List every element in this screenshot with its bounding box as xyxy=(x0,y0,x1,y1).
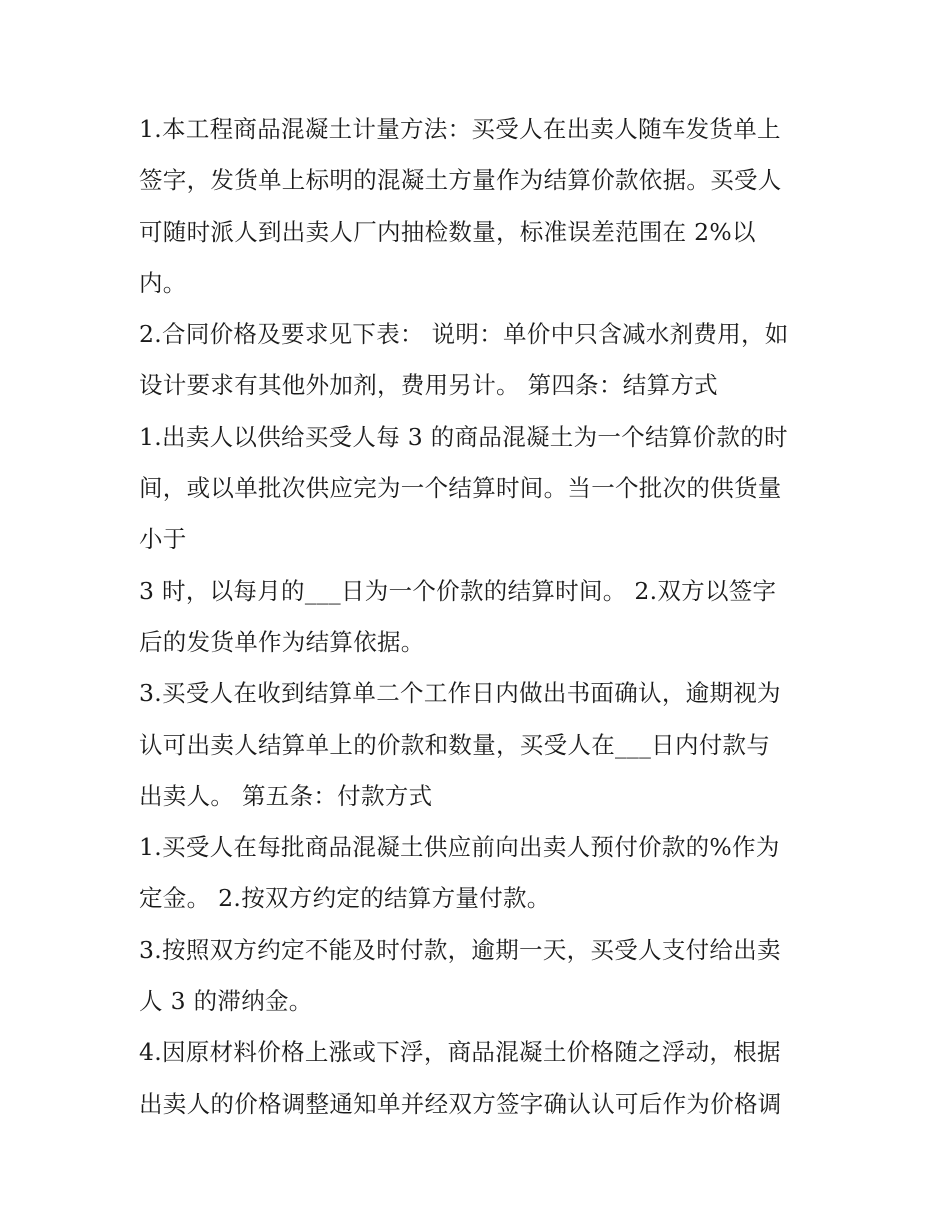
text-line: 定金。 2.按双方约定的结算方量付款。 xyxy=(139,884,551,913)
text-line: 1.出卖人以供给买受人每 3 的商品混凝土为一个结算价款的时 xyxy=(139,422,788,451)
text-line: 出卖人。 第五条：付款方式 xyxy=(139,781,433,810)
text-line: 3.买受人在收到结算单二个工作日内做出书面确认，逾期视为 xyxy=(139,679,781,708)
text-line: 出卖人的价格调整通知单并经双方签字确认认可后作为价格调 xyxy=(139,1089,782,1118)
text-line: 1.买受人在每批商品混凝土供应前向出卖人预付价款的%作为 xyxy=(139,833,780,862)
text-line: 人 3 的滞纳金。 xyxy=(139,987,313,1016)
text-line: 2.合同价格及要求见下表： 说明：单价中只含减水剂费用，如 xyxy=(139,320,789,349)
text-line: 4.因原材料价格上涨或下浮，商品混凝土价格随之浮动，根据 xyxy=(139,1038,781,1067)
text-line: 小于 xyxy=(139,525,187,554)
document-body xyxy=(139,104,819,1130)
text-line: 3.按照双方约定不能及时付款，逾期一天，买受人支付给出卖 xyxy=(139,935,781,964)
text-line: 设计要求有其他外加剂，费用另计。 第四条：结算方式 xyxy=(139,371,718,400)
text-line: 间，或以单批次供应完为一个结算时间。当一个批次的供货量 xyxy=(139,474,782,503)
text-line: 1.本工程商品混凝土计量方法：买受人在出卖人随车发货单上 xyxy=(139,115,781,143)
text-line: 签字，发货单上标明的混凝土方量作为结算价款依据。买受人 xyxy=(139,166,782,195)
text-line: 3 时，以每月的___日为一个价款的结算时间。 2.双方以签字 xyxy=(139,576,777,605)
text-line: 内。 xyxy=(139,268,187,297)
text-line: 可随时派人到出卖人厂内抽检数量，标准误差范围在 2%以 xyxy=(139,217,756,246)
text-line: 后的发货单作为结算依据。 xyxy=(139,627,425,656)
text-line: 认可出卖人结算单上的价款和数量，买受人在___日内付款与 xyxy=(139,730,771,759)
